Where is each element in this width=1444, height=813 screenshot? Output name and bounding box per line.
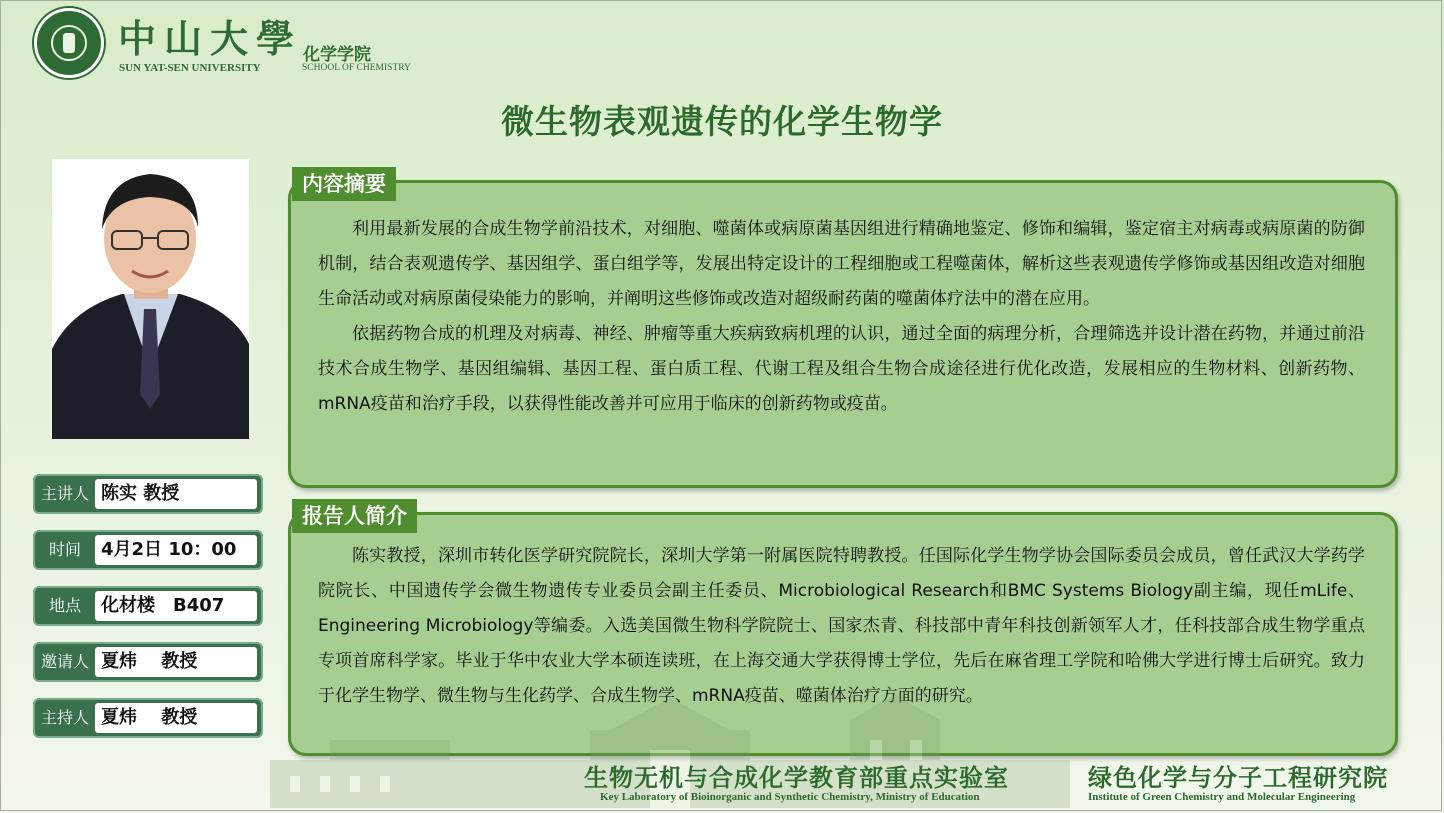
info-time-label: 时间	[48, 540, 81, 559]
info-time	[33, 530, 263, 570]
speaker-photo	[52, 159, 249, 439]
info-time-value: 4月2日 10：00	[95, 535, 257, 565]
info-inviter-label: 邀请人	[40, 652, 89, 671]
info-host-label: 主持人	[40, 708, 89, 727]
info-inviter-value: 夏炜 教授	[95, 647, 257, 677]
university-seal-icon	[34, 8, 104, 78]
school-name-en: SCHOOL OF CHEMISTRY	[302, 63, 411, 73]
lab-name-cn: 生物无机与合成化学教育部重点实验室	[584, 764, 1009, 792]
info-host	[33, 698, 263, 738]
bio-heading: 报告人简介	[292, 499, 417, 533]
abstract-paragraph: 利用最新发展的合成生物学前沿技术，对细胞、噬菌体或病原菌基因组进行精确地鉴定、修饰和编辑，鉴定宿主对病毒或病原菌的防御机制，结合表观遗传学、基因组学、蛋白组学等，发展出特定设计的工程细胞或工程噬菌体，解析这些表观遗传学修饰或基因组改造对细胞生命活动或对病原菌侵染能力的影响，并阐明这些修饰或改造对超级耐药菌的噬菌体疗法中的潜在应用。	[318, 219, 1365, 309]
institute-name-en: Institute of Green Chemistry and Molecular Engineering	[1088, 791, 1356, 803]
info-inviter	[33, 642, 263, 682]
school-name-cn: 化学学院	[303, 45, 371, 65]
info-location-value: 化材楼 B407	[95, 591, 257, 621]
lab-name-en: Key Laboratory of Bioinorganic and Synthetic Chemistry, Ministry of Education	[600, 791, 980, 803]
university-name-en: SUN YAT-SEN UNIVERSITY	[119, 62, 261, 74]
abstract-heading: 内容摘要	[292, 167, 396, 201]
abstract-paragraph: 依据药物合成的机理及对病毒、神经、肿瘤等重大疾病致病机理的认识，通过全面的病理分析，合理筛选并设计潜在药物，并通过前沿技术合成生物学、基因组编辑、基因工程、蛋白质工程、代谢工程及组合生物合成途径进行优化改造，发展相应的生物材料、创新药物、mRNA疫苗和治疗手段，以获得性能改善并可应用于临床的创新药物或疫苗。	[318, 324, 1365, 414]
info-speaker-value: 陈实 教授	[95, 479, 257, 509]
info-speaker-label: 主讲人	[40, 484, 89, 503]
info-host-value: 夏炜 教授	[95, 703, 257, 733]
university-name-cn: 中山大學	[118, 16, 303, 61]
bio-paragraph: 陈实教授，深圳市转化医学研究院院长，深圳大学第一附属医院特聘教授。任国际化学生物学协会国际委员会成员，曾任武汉大学药学院院长、中国遗传学会微生物遗传专业委员会副主任委员、Microbiological Research和BMC Systems Biology副主编，现任mLife、Engineering Microbiology等编委。入选美国微生物科学院院士、国家杰青、科技部中青年科技创新领军人才，任科技部合成生物学重点专项首席科学家。毕业于华中农业大学本硕连读班，在上海交通大学获得博士学位，先后在麻省理工学院和哈佛大学进行博士后研究。致力于化学生物学、微生物与生化药学、合成生物学、mRNA疫苗、噬菌体治疗方面的研究。	[318, 546, 1365, 706]
institute-name-cn: 绿色化学与分子工程研究院	[1088, 764, 1388, 792]
lecture-title: 微生物表观遗传的化学生物学	[501, 102, 943, 141]
info-location-label: 地点	[48, 596, 81, 615]
abstract-section	[288, 180, 1398, 488]
info-speaker	[33, 474, 263, 514]
info-location	[33, 586, 263, 626]
